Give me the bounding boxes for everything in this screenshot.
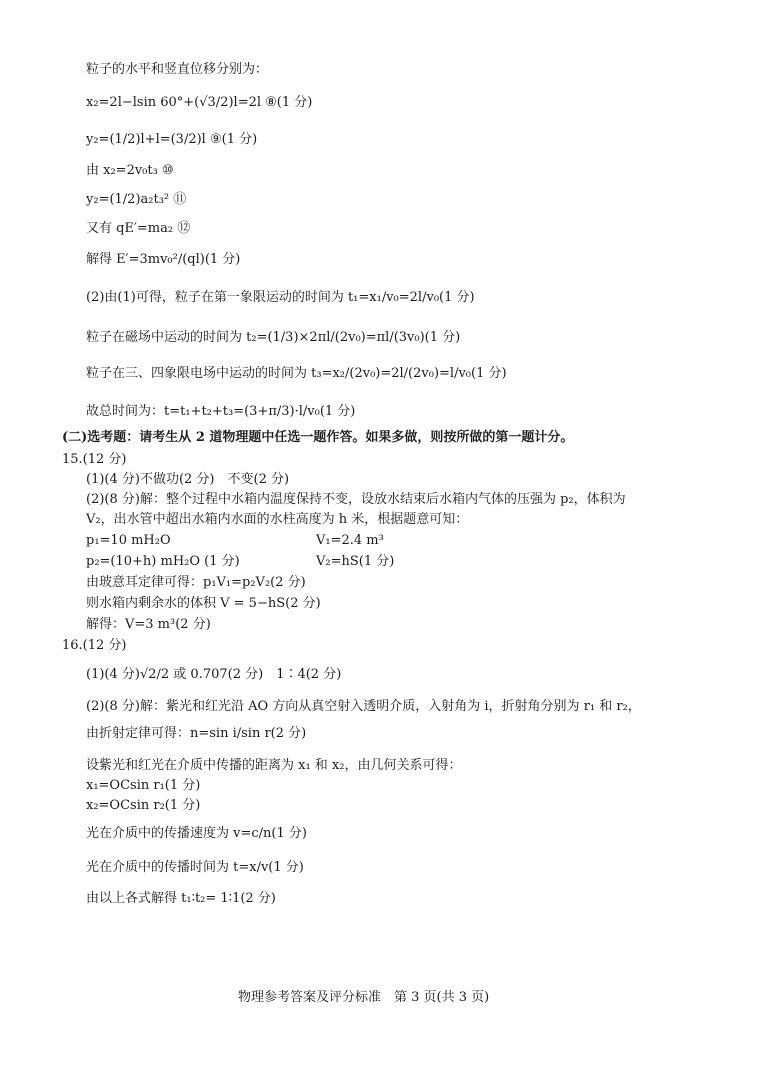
page-footer: 物理参考答案及评分标准 第 3 页(共 3 页) bbox=[238, 990, 490, 1005]
text-line: (2)(8 分)解：整个过程中水箱内温度保持不变，设放水结束后水箱内气体的压强为 p₂，体积为 bbox=[86, 492, 626, 507]
text-line: 故总时间为：t=t₁+t₂+t₃=(3+π/3)·l/v₀(1 分) bbox=[86, 404, 356, 419]
question-number: 15.(12 分) bbox=[62, 452, 127, 467]
text-line: (1)(4 分)√2/2 或 0.707(2 分) 1∶4(2 分) bbox=[86, 667, 342, 682]
text-line: (1)(4 分)不做功(2 分) 不变(2 分) bbox=[86, 472, 290, 487]
text-line: V₂，出水管中超出水箱内水面的水柱高度为 h 米，根据题意可知： bbox=[86, 512, 469, 527]
text-line: 粒子在三、四象限电场中运动的时间为 t₃=x₂/(2v₀)=2l/(2v₀)=l/v₀(1 分) bbox=[86, 366, 507, 381]
text-line: 由玻意耳定律可得：p₁V₁=p₂V₂(2 分) bbox=[86, 575, 306, 590]
text-line: (2)由(1)可得，粒子在第一象限运动的时间为 t₁=x₁/v₀=2l/v₀(1 分) bbox=[86, 290, 475, 305]
equation-line: x₂=OCsin r₂(1 分) bbox=[86, 798, 201, 813]
equation-line: 又有 qE′=ma₂ ⑫ bbox=[86, 221, 191, 236]
text-line: 粒子在磁场中运动的时间为 t₂=(1/3)×2πl/(2v₀)=πl/(3v₀)(1 分) bbox=[86, 330, 461, 345]
equation-line: 由 x₂=2v₀t₃ ⑩ bbox=[86, 163, 174, 178]
equation-line: V₂=hS(1 分) bbox=[316, 554, 395, 569]
equation-line: x₁=OCsin r₁(1 分) bbox=[86, 778, 201, 793]
equation-line: x₂=2l−lsin 60°+(√3/2)l=2l ⑧(1 分) bbox=[86, 95, 313, 110]
equation-line: y₂=(1/2)a₂t₃² ⑪ bbox=[86, 192, 187, 207]
text-line: (2)(8 分)解：紫光和红光沿 AO 方向从真空射入透明介质，入射角为 i，折射角分别为 r₁ 和 r₂， bbox=[86, 699, 641, 714]
equation-line: 解得 E′=3mv₀²/(ql)(1 分) bbox=[86, 252, 241, 267]
text-line: 解得：V=3 m³(2 分) bbox=[86, 617, 211, 632]
text-line: 光在介质中的传播速度为 v=c/n(1 分) bbox=[86, 826, 307, 841]
text-line: 由折射定律可得：n=sin i/sin r(2 分) bbox=[86, 726, 307, 741]
section-heading: (二)选考题：请考生从 2 道物理题中任选一题作答。如果多做，则按所做的第一题计分。 bbox=[62, 430, 574, 445]
text-line: 则水箱内剩余水的体积 V = 5−hS(2 分) bbox=[86, 596, 321, 611]
equation-line: p₁=10 mH₂O bbox=[86, 533, 171, 548]
question-number: 16.(12 分) bbox=[62, 638, 127, 653]
text-line: 粒子的水平和竖直位移分别为： bbox=[86, 62, 269, 77]
equation-line: y₂=(1/2)l+l=(3/2)l ⑨(1 分) bbox=[86, 132, 258, 147]
text-line: 设紫光和红光在介质中传播的距离为 x₁ 和 x₂，由几何关系可得： bbox=[86, 758, 462, 773]
text-line: 由以上各式解得 t₁∶t₂= 1∶1(2 分) bbox=[86, 891, 276, 906]
equation-line: p₂=(10+h) mH₂O (1 分) bbox=[86, 554, 240, 569]
text-line: 光在介质中的传播时间为 t=x/v(1 分) bbox=[86, 860, 304, 875]
equation-line: V₁=2.4 m³ bbox=[316, 533, 384, 548]
